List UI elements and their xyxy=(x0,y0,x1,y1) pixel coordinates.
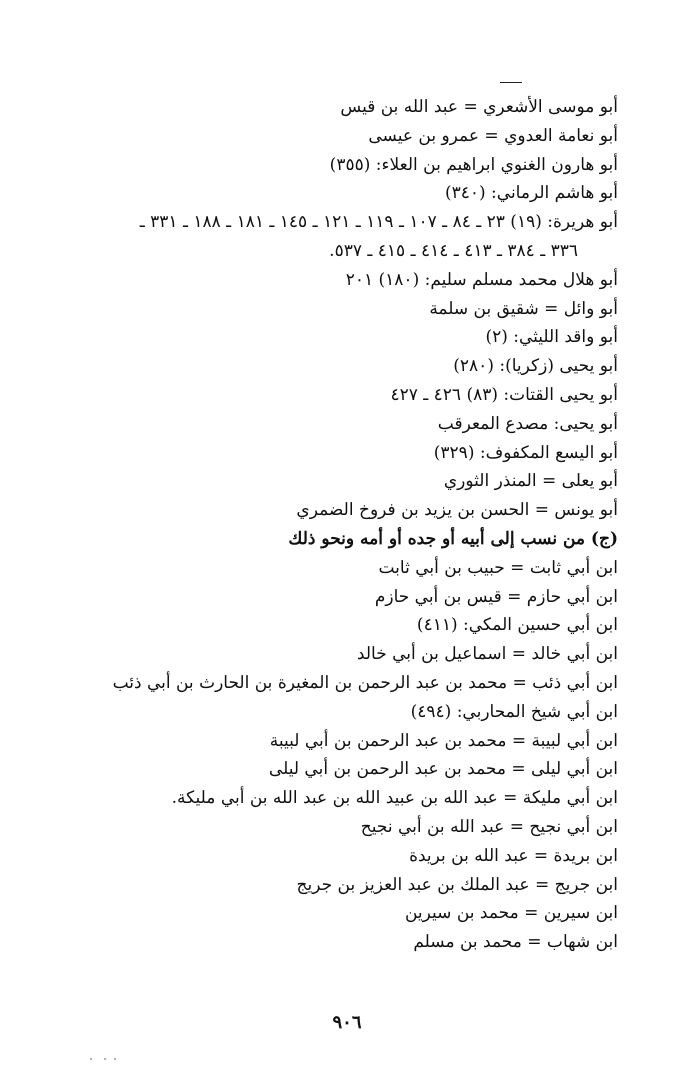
top-rule xyxy=(500,82,522,83)
index-entry: أبو اليسع المكفوف: (٣٢٩) xyxy=(433,442,618,463)
section-heading: (ج) من نسب إلى أبيه أو جده أو أمه ونحو ذلك xyxy=(288,528,618,549)
index-entry: ابن أبي شيخ المحاربي: (٤٩٤) xyxy=(410,701,618,722)
index-entry: ابن أبي مليكة = عبد الله بن عبيد الله بن عبد الله بن أبي مليكة. xyxy=(171,788,618,809)
page-number: ٩٠٦ xyxy=(332,1012,362,1033)
index-entry: ابن بريدة = عبد الله بن بريدة xyxy=(409,845,618,866)
index-entry: أبو يحيى: مصدع المعرقب xyxy=(437,413,618,434)
index-entry: أبو نعامة العدوي = عمرو بن عيسى xyxy=(368,125,618,146)
index-entry: أبو موسى الأشعري = عبد الله بن قيس xyxy=(340,97,618,117)
index-entry: ابن أبي ليلى = محمد بن عبد الرحمن بن أبي ليلى xyxy=(268,759,618,780)
index-entry: أبو هاشم الرماني: (٣٤٠) xyxy=(444,183,618,204)
scan-speck xyxy=(114,1058,116,1060)
index-entry: أبو يونس = الحسن بن يزيد بن فروخ الضمري xyxy=(296,500,618,521)
index-entry: ابن أبي حازم = قيس بن أبي حازم xyxy=(374,586,618,607)
index-entry: أبو يحيى (زكريا): (٢٨٠) xyxy=(453,356,618,377)
index-entry: ابن أبي حسين المكي: (٤١١) xyxy=(416,615,618,636)
index-entry: ابن أبي ذئب = محمد بن عبد الرحمن بن المغيرة بن الحارث بن أبي ذئب xyxy=(112,672,618,693)
index-list xyxy=(0,93,618,957)
index-entry: ابن أبي لبيبة = محمد بن عبد الرحمن بن أبي لبيبة xyxy=(269,730,618,751)
index-entry: ابن جريج = عبد الملك بن عبد العزيز بن جريج xyxy=(296,874,618,895)
index-entry: أبو يحيى القتات: (٨٣) ٤٢٦ ـ ٤٢٧ xyxy=(390,384,618,405)
index-entry: أبو هلال محمد مسلم سليم: (١٨٠) ٢٠١ xyxy=(345,269,618,290)
index-entry: أبو يعلى = المنذر الثوري xyxy=(443,471,618,492)
scan-speck xyxy=(90,1058,92,1060)
index-entry: أبو وائل = شقيق بن سلمة xyxy=(429,298,618,319)
index-entry: ابن أبي نجيح = عبد الله بن أبي نجيح xyxy=(360,816,618,837)
scan-speck xyxy=(104,1058,106,1060)
index-entry: أبو هريرة: (١٩) ٢٣ ـ ٨٤ ـ ١٠٧ ـ ١١٩ ـ ١٢١ ـ ١٤٥ ـ ١٨١ ـ ١٨٨ ـ ٣٣١ ـ xyxy=(139,212,618,233)
index-entry: ابن أبي خالد = اسماعيل بن أبي خالد xyxy=(356,644,618,665)
index-entry: أبو واقد الليثي: (٢) xyxy=(485,327,618,348)
index-entry-continuation: ٣٣٦ ـ ٣٨٤ ـ ٤١٣ ـ ٤١٤ ـ ٤١٥ ـ ٥٣٧. xyxy=(329,240,578,261)
index-entry: ابن سيرين = محمد بن سيرين xyxy=(404,903,618,924)
index-entry: أبو هارون الغنوي ابراهيم بن العلاء: (٣٥٥) xyxy=(329,154,618,175)
index-entry: ابن شهاب = محمد بن مسلم xyxy=(413,932,618,953)
index-entry: ابن أبي ثابت = حبيب بن أبي ثابت xyxy=(378,557,618,578)
